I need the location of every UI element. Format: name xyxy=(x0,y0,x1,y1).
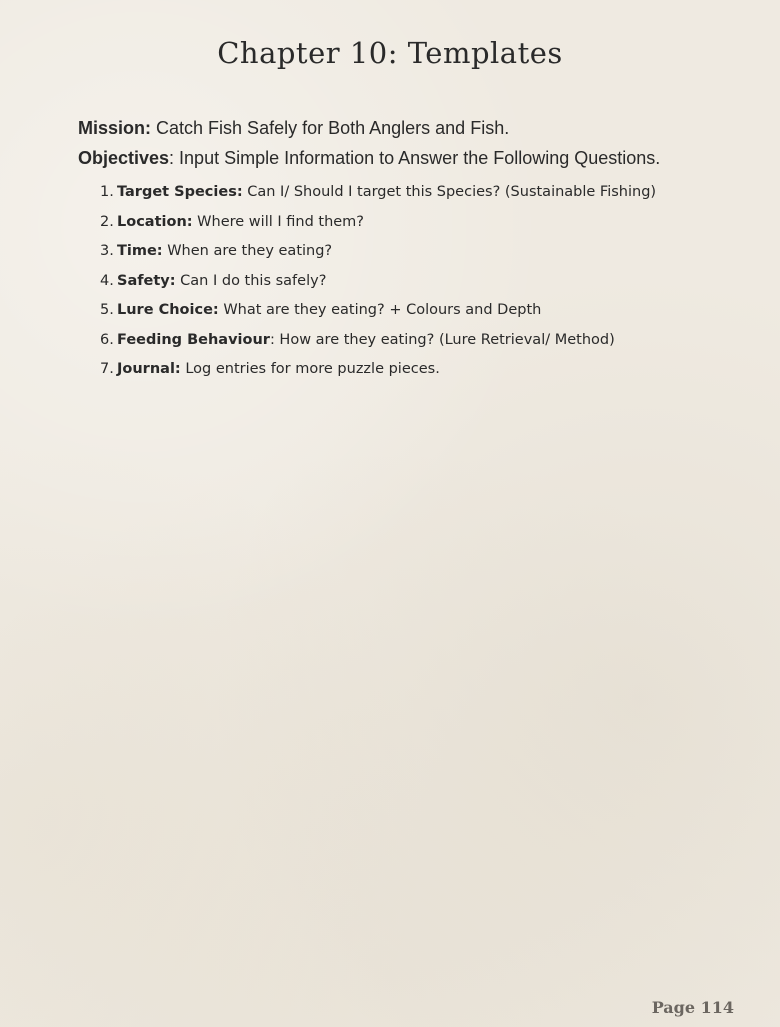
page-number: Page 114 xyxy=(651,998,734,1017)
objectives-list xyxy=(100,180,740,387)
list-item-number: 7. xyxy=(100,361,114,377)
list-item xyxy=(100,328,740,358)
list-item xyxy=(100,269,740,299)
list-item-number: 3. xyxy=(100,243,114,259)
list-item xyxy=(100,239,740,269)
list-item-label: Target Species: xyxy=(117,184,243,200)
mission-text: Catch Fish Safely for Both Anglers and Fish. xyxy=(156,118,510,138)
list-item-label: Safety: xyxy=(117,272,176,289)
mission-line xyxy=(78,116,758,146)
list-item-text: What are they eating? + Colours and Depth xyxy=(218,302,542,318)
list-item-text: : How are they eating? (Lure Retrieval/ Method) xyxy=(269,331,615,348)
list-item-text: Can I/ Should I target this Species? (Sustainable Fishing) xyxy=(242,184,657,200)
chapter-title: Chapter 10: Templates xyxy=(217,36,563,70)
list-item-label: Lure Choice: xyxy=(117,302,219,318)
objectives-label: Objectives xyxy=(78,148,170,168)
list-item xyxy=(100,357,740,387)
list-item-text: Log entries for more puzzle pieces. xyxy=(180,361,440,377)
list-item xyxy=(100,210,740,240)
list-item-label: Time: xyxy=(117,243,163,259)
list-item-text: Can I do this safely? xyxy=(175,272,327,289)
intro-section xyxy=(78,116,758,176)
list-item xyxy=(100,298,740,328)
list-item-text: When are they eating? xyxy=(162,243,333,259)
list-item-number: 2. xyxy=(100,213,114,230)
list-item-label: Location: xyxy=(117,213,193,230)
list-item-label: Journal: xyxy=(117,361,181,377)
list-item-number: 5. xyxy=(100,302,114,318)
objectives-line xyxy=(78,146,758,176)
list-item-number: 1. xyxy=(100,184,114,200)
list-item-number: 4. xyxy=(100,272,114,289)
list-item-number: 6. xyxy=(100,331,114,348)
list-item-text: Where will I find them? xyxy=(192,213,365,230)
mission-label: Mission: xyxy=(78,118,152,138)
list-item-label: Feeding Behaviour xyxy=(117,331,270,348)
list-item xyxy=(100,180,740,210)
objectives-text: : Input Simple Information to Answer the Following Questions. xyxy=(169,148,661,168)
